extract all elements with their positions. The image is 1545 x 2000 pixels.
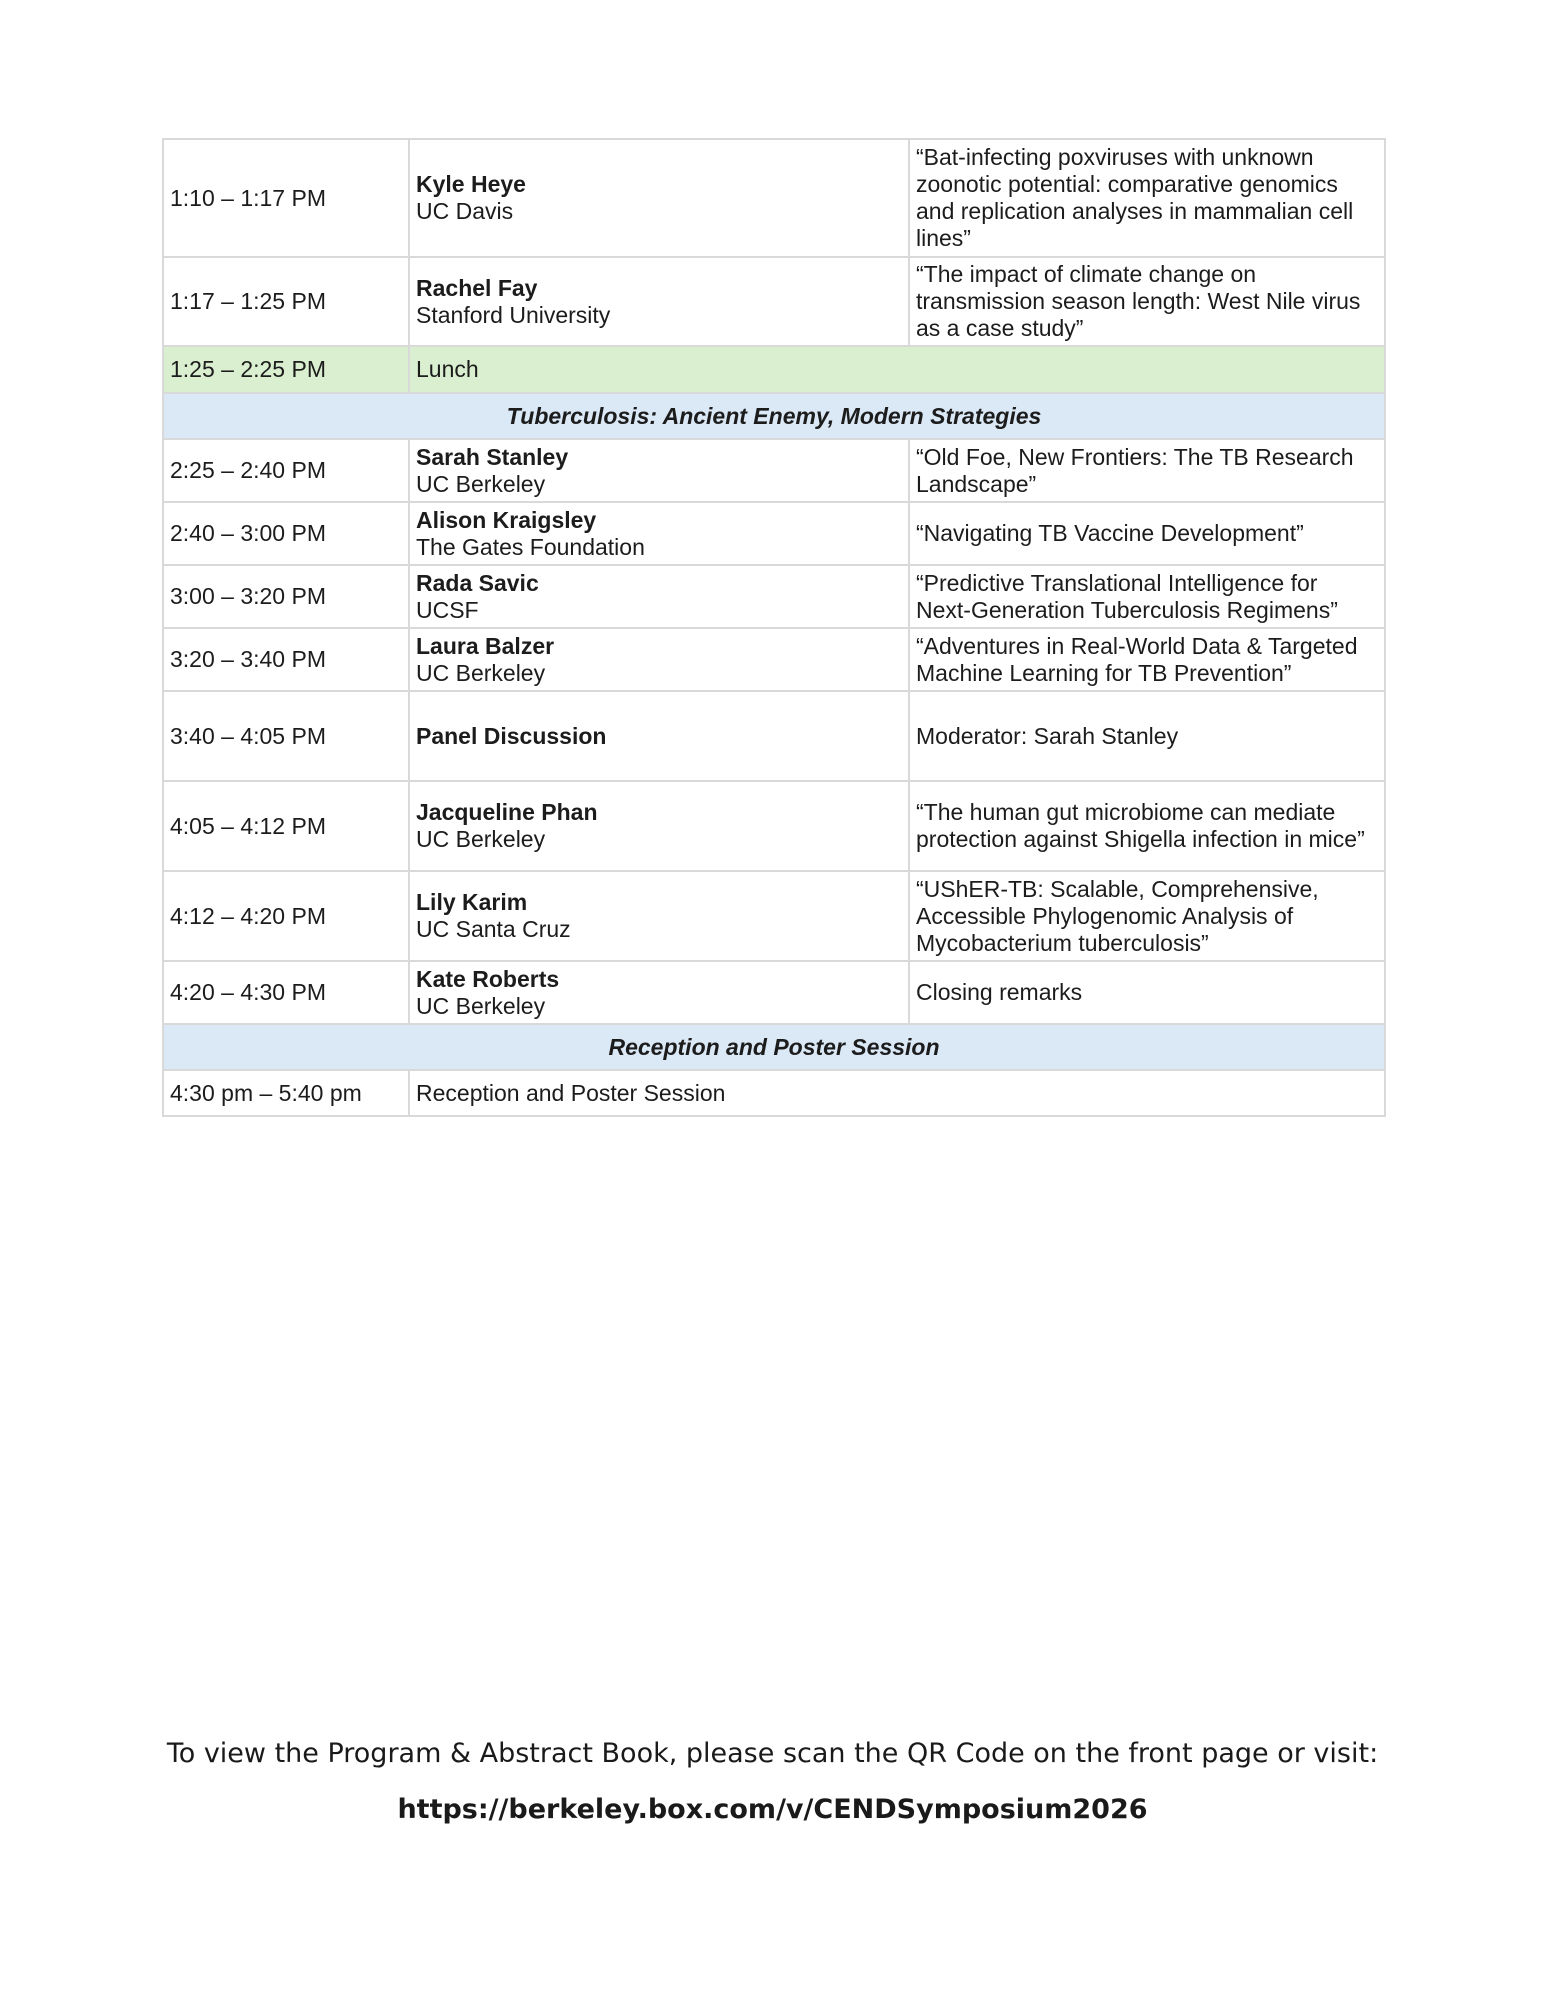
schedule-table [162,138,1386,1117]
event-label: Reception and Poster Session [409,1070,1385,1116]
speaker-name: Rada Savic [416,569,539,596]
schedule-row [163,1070,1385,1116]
speaker-cell [409,871,909,961]
schedule-row [163,139,1385,257]
time-cell: 1:17 – 1:25 PM [163,257,409,346]
time-cell: 4:30 pm – 5:40 pm [163,1070,409,1116]
speaker-affiliation: Stanford University [416,301,611,328]
time-cell: 3:20 – 3:40 PM [163,628,409,691]
session-header-row [163,393,1385,439]
schedule-row [163,565,1385,628]
time-cell: 1:25 – 2:25 PM [163,346,409,393]
speaker-name: Alison Kraigsley [416,506,597,533]
speaker-cell [409,691,909,781]
talk-title: “The impact of climate change on transmission season length: West Nile virus as a case study” [909,257,1385,346]
speaker-affiliation: UC Berkeley [416,992,546,1019]
time-cell: 3:00 – 3:20 PM [163,565,409,628]
speaker-name: Kate Roberts [416,965,560,992]
schedule-row [163,502,1385,565]
schedule-row [163,628,1385,691]
talk-title: “UShER-TB: Scalable, Comprehensive, Accessible Phylogenomic Analysis of Mycobacterium tuberculosis” [909,871,1385,961]
speaker-cell [409,565,909,628]
speaker-affiliation: UCSF [416,596,479,623]
speaker-affiliation: UC Berkeley [416,659,546,686]
talk-title: “Adventures in Real-World Data & Targeted Machine Learning for TB Prevention” [909,628,1385,691]
time-cell: 3:40 – 4:05 PM [163,691,409,781]
time-cell: 2:25 – 2:40 PM [163,439,409,502]
session-title: Reception and Poster Session [163,1024,1385,1070]
speaker-name: Panel Discussion [416,722,607,749]
speaker-cell [409,139,909,257]
break-label: Lunch [409,346,1385,393]
speaker-cell [409,961,909,1024]
speaker-name: Lily Karim [416,889,528,915]
schedule-row [163,257,1385,346]
speaker-name: Kyle Heye [416,171,526,197]
session-title: Tuberculosis: Ancient Enemy, Modern Strategies [163,393,1385,439]
talk-title: “The human gut microbiome can mediate protection against Shigella infection in mice” [909,781,1385,871]
time-cell: 4:12 – 4:20 PM [163,871,409,961]
time-cell: 2:40 – 3:00 PM [163,502,409,565]
speaker-affiliation: The Gates Foundation [416,533,645,560]
moderator-text: Moderator: Sarah Stanley [909,691,1385,781]
time-cell: 1:10 – 1:17 PM [163,139,409,257]
speaker-name: Sarah Stanley [416,443,569,470]
speaker-affiliation: UC Berkeley [416,470,546,497]
schedule-row [163,781,1385,871]
speaker-name: Rachel Fay [416,274,538,301]
speaker-cell [409,502,909,565]
speaker-name: Laura Balzer [416,632,555,659]
speaker-affiliation: UC Davis [416,198,514,224]
speaker-cell [409,257,909,346]
schedule-row [163,691,1385,781]
speaker-affiliation: UC Santa Cruz [416,916,571,942]
speaker-cell [409,439,909,502]
talk-title: “Bat-infecting poxviruses with unknown zoonotic potential: comparative genomics and replication analyses in mammalian cell lines” [909,139,1385,257]
schedule-row [163,871,1385,961]
session-header-row [163,1024,1385,1070]
talk-title: Closing remarks [909,961,1385,1024]
speaker-cell [409,628,909,691]
footer-instructions: To view the Program & Abstract Book, please scan the QR Code on the front page or visit: [166,1738,1379,1769]
talk-title: “Navigating TB Vaccine Development” [909,502,1385,565]
footer-url: https://berkeley.box.com/v/CENDSymposium2026 [397,1794,1148,1825]
speaker-affiliation: UC Berkeley [416,826,546,852]
speaker-name: Jacqueline Phan [416,799,598,825]
schedule-row [163,961,1385,1024]
time-cell: 4:20 – 4:30 PM [163,961,409,1024]
speaker-cell [409,781,909,871]
time-cell: 4:05 – 4:12 PM [163,781,409,871]
talk-title: “Predictive Translational Intelligence for Next-Generation Tuberculosis Regimens” [909,565,1385,628]
talk-title: “Old Foe, New Frontiers: The TB Research Landscape” [909,439,1385,502]
schedule-row [163,439,1385,502]
lunch-row [163,346,1385,393]
